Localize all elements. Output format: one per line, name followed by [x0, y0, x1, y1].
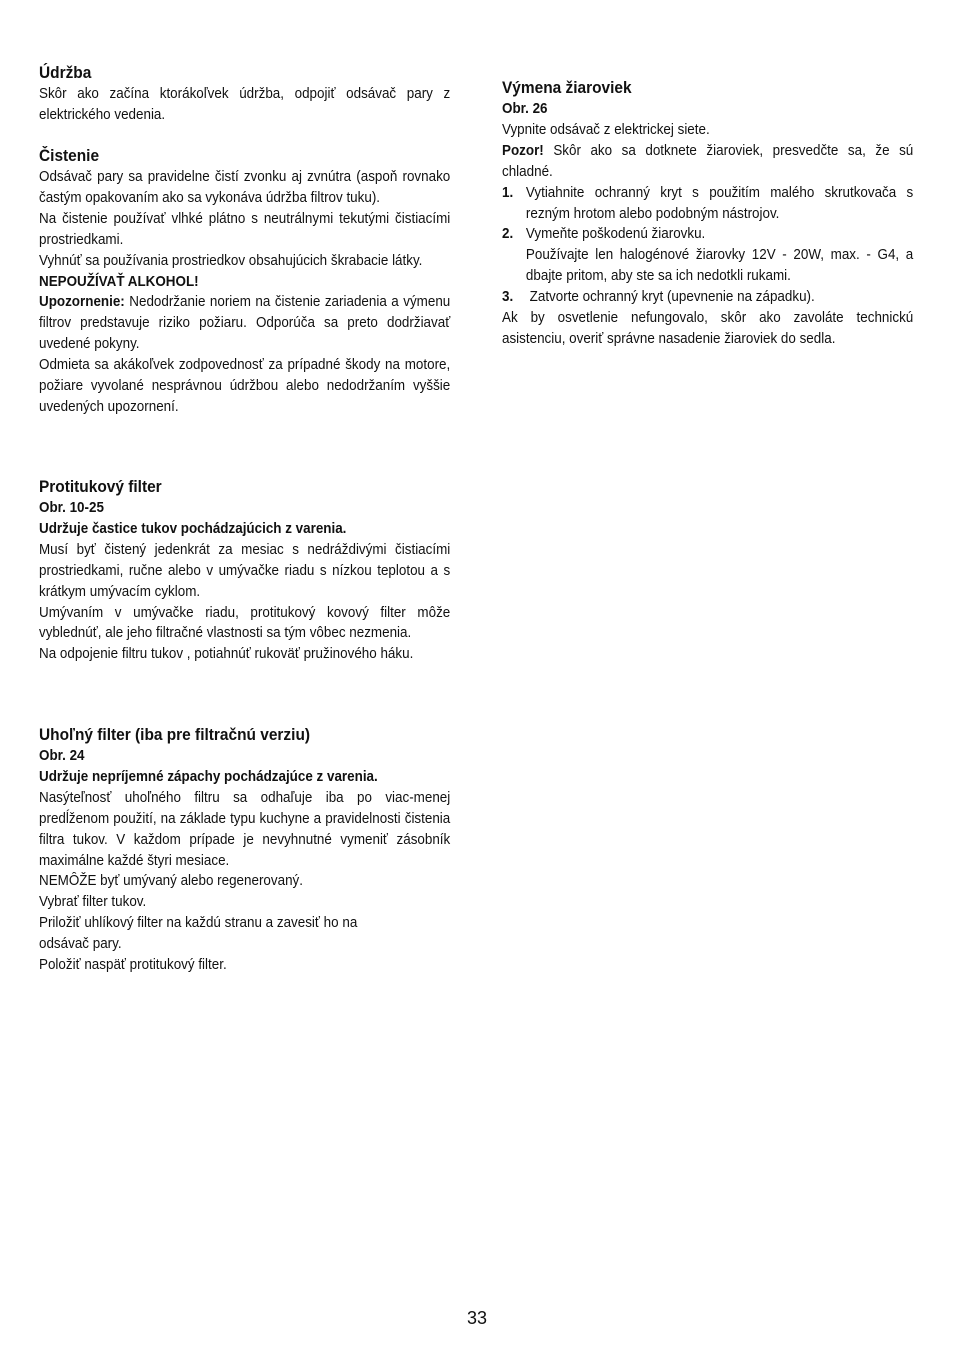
- warning-text: Nedodržanie noriem na čistenie zariadenia a výmenu filtrov predstavuje riziko požiaru. Odporúča sa preto dodržiavať uvedené pokyny.: [39, 294, 451, 353]
- list-text: Používajte len halogénové žiarovky 12V - 20W, max. - G4, a dbajte pritom, aby ste sa ich nedotkli rukami.: [525, 247, 914, 285]
- section-cistenie: [39, 145, 451, 418]
- list-text-group: [526, 224, 913, 287]
- section-uholny-filter: [39, 724, 451, 976]
- warning-label: Upozornenie:: [39, 294, 125, 311]
- paragraph: Vypnite odsávač z elektrickej siete.: [502, 121, 710, 138]
- paragraph: [39, 292, 450, 355]
- section-protitukovy-filter: [39, 476, 451, 665]
- heading-protitukovy-filter: Protitukový filter: [39, 477, 162, 496]
- list-item: [502, 224, 913, 287]
- list-number: 1.: [502, 184, 514, 201]
- list-item: [502, 183, 913, 225]
- paragraph: Na odpojenie filtru tukov , potiahnúť rukoväť pružinového háku.: [39, 646, 414, 663]
- list-text: Vymeňte poškodenú žiarovku.: [525, 226, 706, 243]
- figure-ref: Obr. 26: [502, 101, 548, 117]
- paragraph: NEMÔŽE byť umývaný alebo regenerovaný.: [39, 873, 303, 890]
- page-number: 33: [466, 1308, 488, 1328]
- warning-text: Skôr ako sa dotknete žiaroviek, presvedčte sa, že sú chladné.: [502, 142, 914, 180]
- paragraph: odsávač pary.: [39, 936, 122, 953]
- paragraph: Umývaním v umývačke riadu, protitukový kovový filter môže vyblednúť, ale jeho filtračné vlastnosti sa tým vôbec nezmenia.: [39, 604, 451, 642]
- section-vymena-ziaroviek: [502, 77, 914, 350]
- list-text: Zatvorte ochranný kryt (upevnenie na západku).: [525, 289, 815, 306]
- paragraph: [502, 141, 913, 183]
- heading-vymena-ziaroviek: Výmena žiaroviek: [502, 78, 632, 97]
- paragraph: Skôr ako začína ktorákoľvek údržba, odpojiť odsávač pary z elektrického vedenia.: [39, 86, 451, 123]
- paragraph: Vyhnúť sa používania prostriedkov obsahujúcich škrabacie látky.: [39, 252, 423, 269]
- heading-udrzba: Údržba: [39, 63, 92, 82]
- paragraph: Odmieta sa akákoľvek zodpovednosť za prípadné škody na motore, požiare vyvolané nesprávnou údržbou alebo nedodržaním vyššie uvedených upozornení.: [39, 357, 451, 415]
- list-item: [502, 287, 913, 308]
- warning-label: Pozor!: [502, 142, 544, 159]
- alcohol-warning: NEPOUŽÍVAŤ ALKOHOL!: [39, 273, 199, 290]
- heading-uholny-filter: Uhoľný filter (iba pre filtračnú verziu): [39, 725, 311, 744]
- lead-text: Udržuje nepríjemné zápachy pochádzajúce z varenia.: [39, 768, 378, 785]
- paragraph: Nasýteľnosť uhoľného filtru sa odhaľuje iba po viac-menej predĺženom použití, na základe typu kuchyne a pravidelnosti čistenia filtra tukov. V každom prípade je nevyhnutné vymeniť zásobník maximálne každé štyri mesiace.: [39, 789, 451, 869]
- paragraph: Ak by osvetlenie nefungovalo, skôr ako zavoláte technickú asistenciu, overiť správne nasadenie žiaroviek do sedla.: [502, 310, 914, 347]
- list-number: 2.: [502, 226, 514, 243]
- paragraph: Priložiť uhlíkový filter na každú stranu a zavesiť ho na: [39, 915, 358, 932]
- paragraph: Na čistenie používať vlhké plátno s neutrálnymi tekutými čistiacími prostriedkami.: [39, 210, 451, 248]
- section-udrzba: [39, 62, 451, 126]
- paragraph: Vybrať filter tukov.: [39, 894, 147, 911]
- paragraph: Položiť naspäť protitukový filter.: [39, 957, 227, 974]
- list-text: Vytiahnite ochranný kryt s použitím malého skrutkovača s rezným hrotom alebo podobným nástrojov.: [525, 184, 914, 222]
- lead-text: Udržuje častice tukov pochádzajúcich z varenia.: [39, 520, 347, 537]
- heading-cistenie: Čistenie: [39, 146, 100, 165]
- paragraph: Odsávač pary sa pravidelne čistí zvonku aj zvnútra (aspoň rovnako častým opakovaním ako sa vykonáva údržba filtrov tuku).: [39, 169, 451, 206]
- figure-ref: Obr. 10-25: [39, 500, 104, 516]
- paragraph: Musí byť čistený jedenkrát za mesiac s nedráždivými čistiacími prostriedkami, ručne alebo v umývačke riadu s nízkou teplotou a s krátkym umývacím cyklom.: [39, 541, 451, 600]
- figure-ref: Obr. 24: [39, 748, 85, 764]
- list-number: 3.: [502, 289, 514, 306]
